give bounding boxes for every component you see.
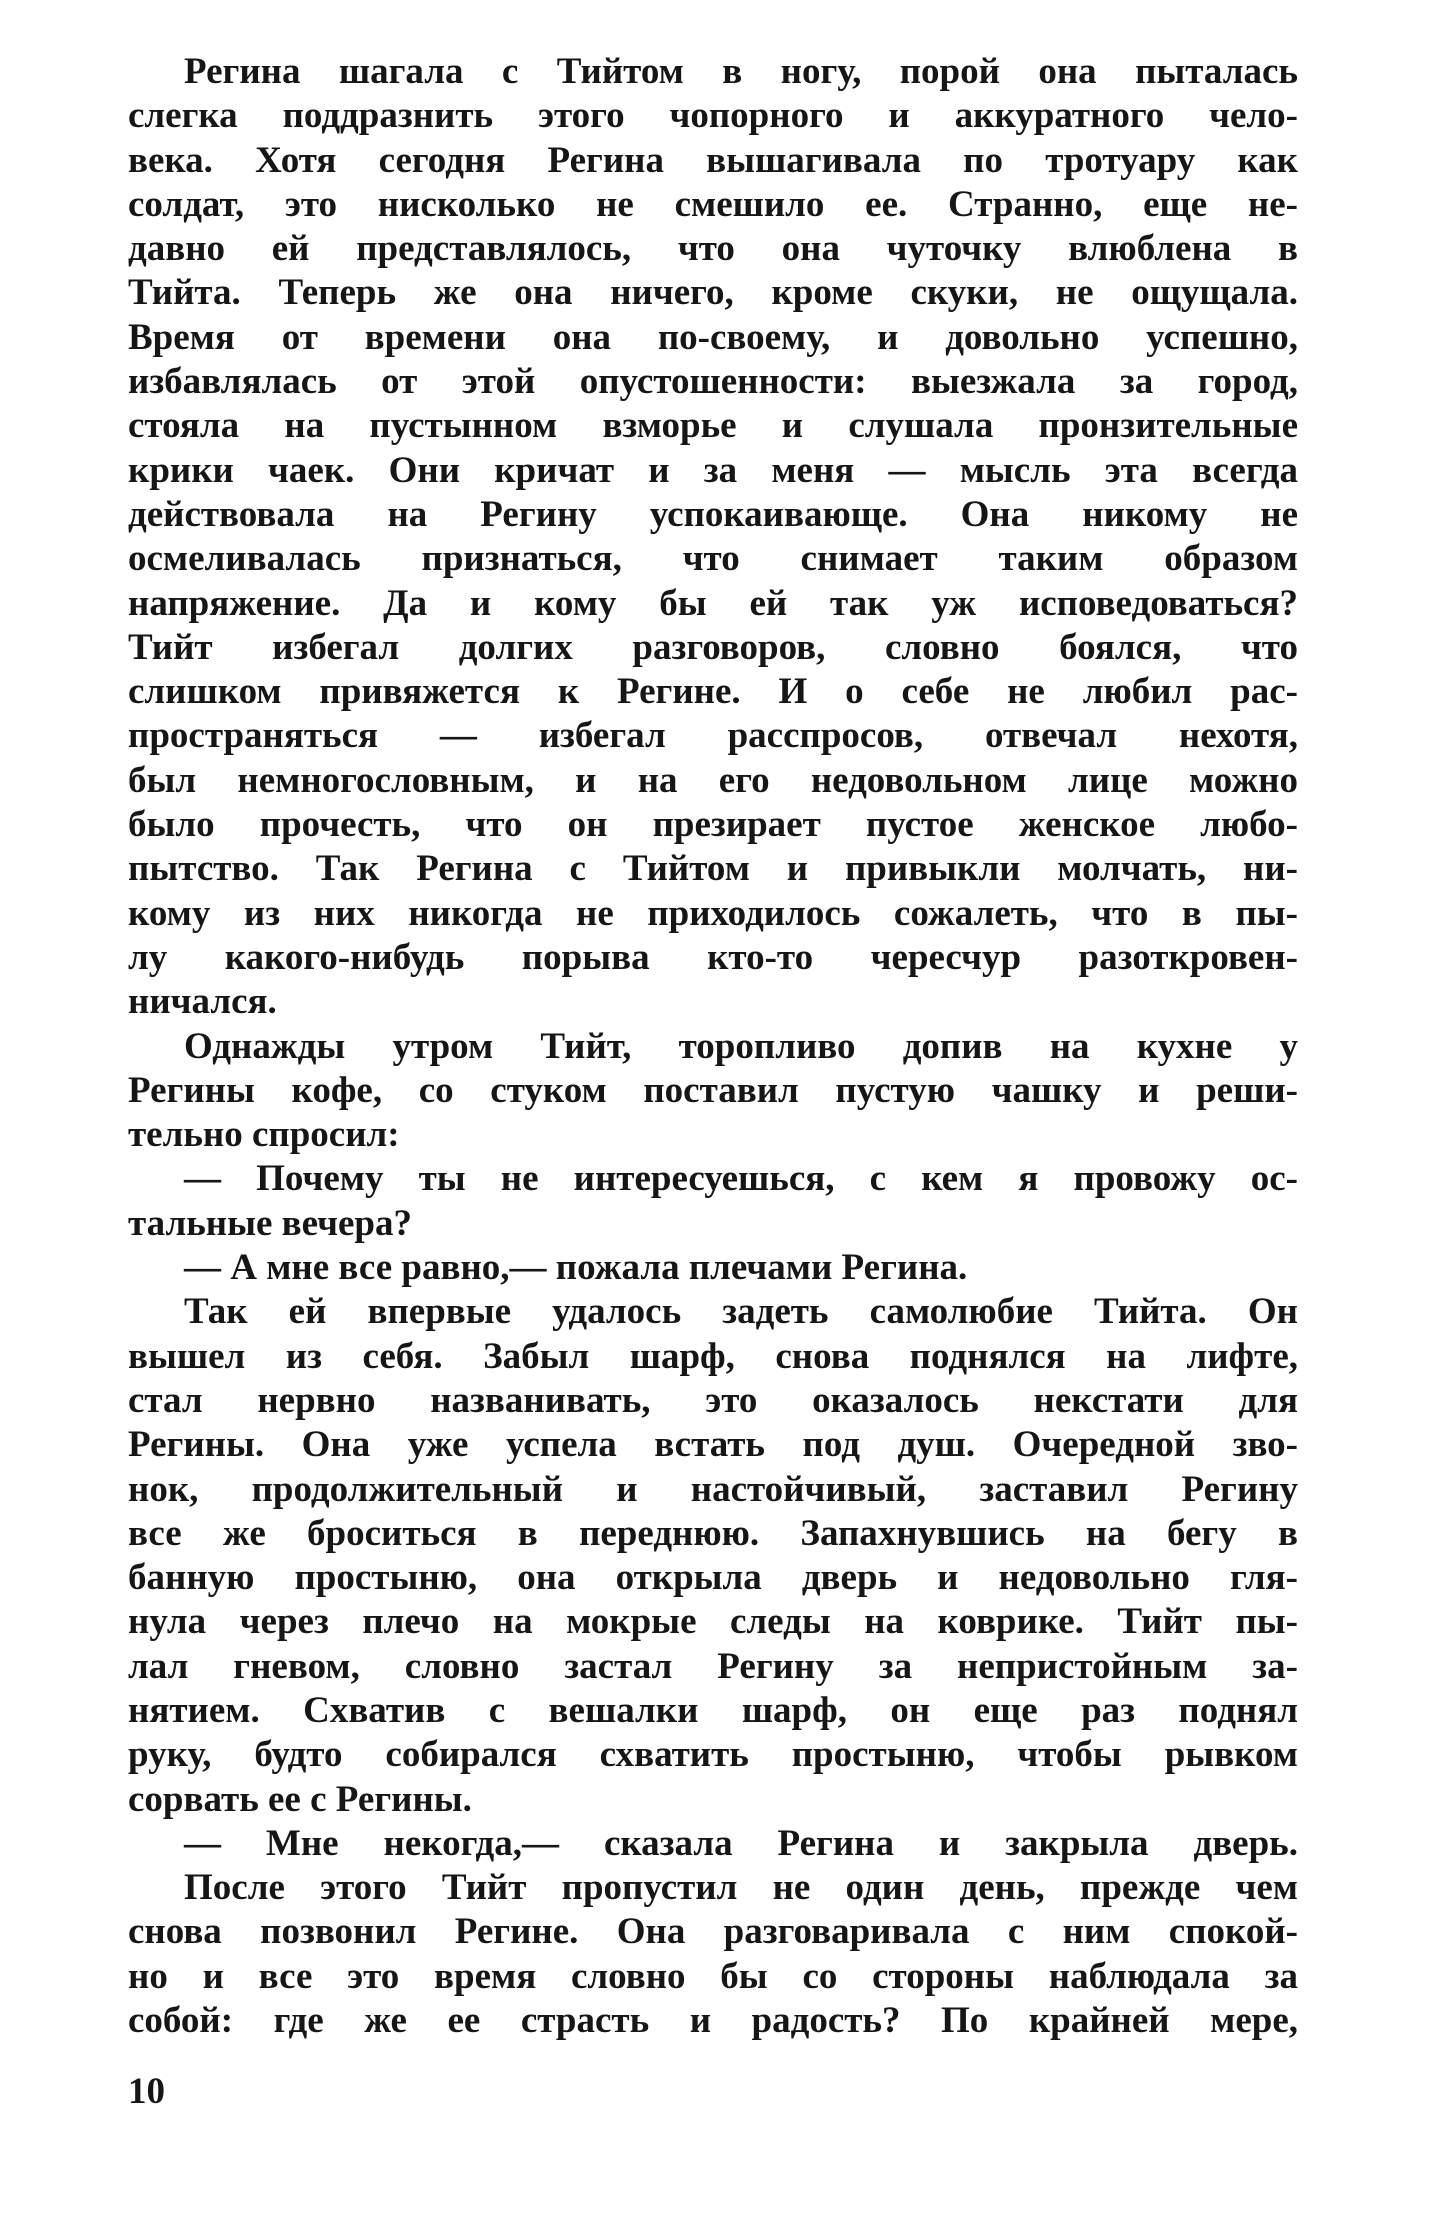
text-line: снова позвонил Регине. Она разговаривала с ним спокой- (128, 1911, 1298, 1953)
text-line: банную простыню, она открыла дверь и недовольно гля- (128, 1557, 1298, 1599)
text-line: Регина шагала с Тийтом в ногу, порой она пыталась (184, 51, 1298, 92)
text-line: лу какого-нибудь порыва кто-то чересчур разоткровен- (128, 936, 1298, 978)
text-line: стояла на пустынном взморье и слушала пронзительные (128, 405, 1298, 447)
dialogue-line: — А мне все равно,— пожала плечами Регина. (184, 1247, 968, 1289)
dialogue-line: — Почему ты не интересуешься, с кем я провожу ос- (184, 1158, 1298, 1200)
text-line: тельно спросил: (128, 1114, 400, 1156)
text-line: лал гневом, словно застал Регину за непристойным за- (128, 1645, 1298, 1687)
text-line: осмеливалась признаться, что снимает таким образом (128, 538, 1298, 580)
text-line: все же броситься в переднюю. Запахнувшись на бегу в (128, 1512, 1298, 1554)
text-line: было прочесть, что он презирает пустое женское любо- (128, 804, 1298, 846)
text-line: но и все это время словно бы со стороны наблюдала за (128, 1955, 1298, 1997)
page-number: 10 (128, 2071, 165, 2112)
text-line: Регины. Она уже успела встать под душ. Очередной зво- (128, 1424, 1298, 1466)
text-line: пространяться — избегал расспросов, отвечал нехотя, (128, 715, 1298, 757)
text-line: вышел из себя. Забыл шарф, снова поднялся на лифте, (128, 1335, 1298, 1377)
text-line: напряжение. Да и кому бы ей так уж исповедоваться? (128, 582, 1298, 624)
text-line: был немногословным, и на его недовольном лице можно (128, 759, 1298, 801)
text-line: После этого Тийт пропустил не один день, прежде чем (184, 1867, 1298, 1909)
text-line: тальные вечера? (128, 1202, 413, 1244)
text-line: солдат, это нисколько не смешило ее. Странно, еще не- (128, 183, 1298, 225)
text-line: избавлялась от этой опустошенности: выезжала за город, (128, 361, 1298, 403)
text-line: Тийта. Теперь же она ничего, кроме скуки, не ощущала. (128, 272, 1298, 314)
text-line: слегка поддразнить этого чопорного и аккуратного чело- (128, 95, 1298, 137)
text-line: нула через плечо на мокрые следы на коврике. Тийт пы- (128, 1601, 1298, 1643)
text-line: крики чаек. Они кричат и за меня — мысль эта всегда (128, 449, 1298, 491)
text-line: Так ей впервые удалось задеть самолюбие Тийта. Он (184, 1291, 1298, 1333)
text-line: нятием. Схватив с вешалки шарф, он еще раз поднял (128, 1689, 1298, 1731)
text-line: действовала на Регину успокаивающе. Она никому не (128, 493, 1298, 535)
text-line: давно ей представлялось, что она чуточку влюблена в (128, 228, 1298, 270)
text-line: слишком привяжется к Регине. И о себе не любил рас- (128, 671, 1298, 713)
text-line: века. Хотя сегодня Регина вышагивала по тротуару как (128, 139, 1298, 181)
dialogue-line: — Мне некогда,— сказала Регина и закрыла дверь. (184, 1822, 1298, 1864)
text-line: нок, продолжительный и настойчивый, заставил Регину (128, 1468, 1298, 1510)
text-line: ничался. (128, 981, 277, 1023)
text-line: руку, будто собирался схватить простыню, чтобы рывком (128, 1734, 1298, 1776)
text-line: Время от времени она по-своему, и довольно успешно, (128, 316, 1298, 358)
text-line: Однажды утром Тийт, торопливо допив на кухне у (184, 1025, 1298, 1067)
text-line: Тийт избегал долгих разговоров, словно боялся, что (128, 626, 1298, 668)
text-line: сорвать ее с Регины. (128, 1778, 472, 1820)
text-line: стал нервно названивать, это оказалось некстати для (128, 1379, 1298, 1421)
text-line: пытство. Так Регина с Тийтом и привыкли молчать, ни- (128, 848, 1298, 890)
text-line: Регины кофе, со стуком поставил пустую чашку и реши- (128, 1069, 1298, 1111)
text-line: кому из них никогда не приходилось сожалеть, что в пы- (128, 892, 1298, 934)
body-text (128, 50, 1298, 2043)
text-line: собой: где же ее страсть и радость? По крайней мере, (128, 2000, 1298, 2042)
